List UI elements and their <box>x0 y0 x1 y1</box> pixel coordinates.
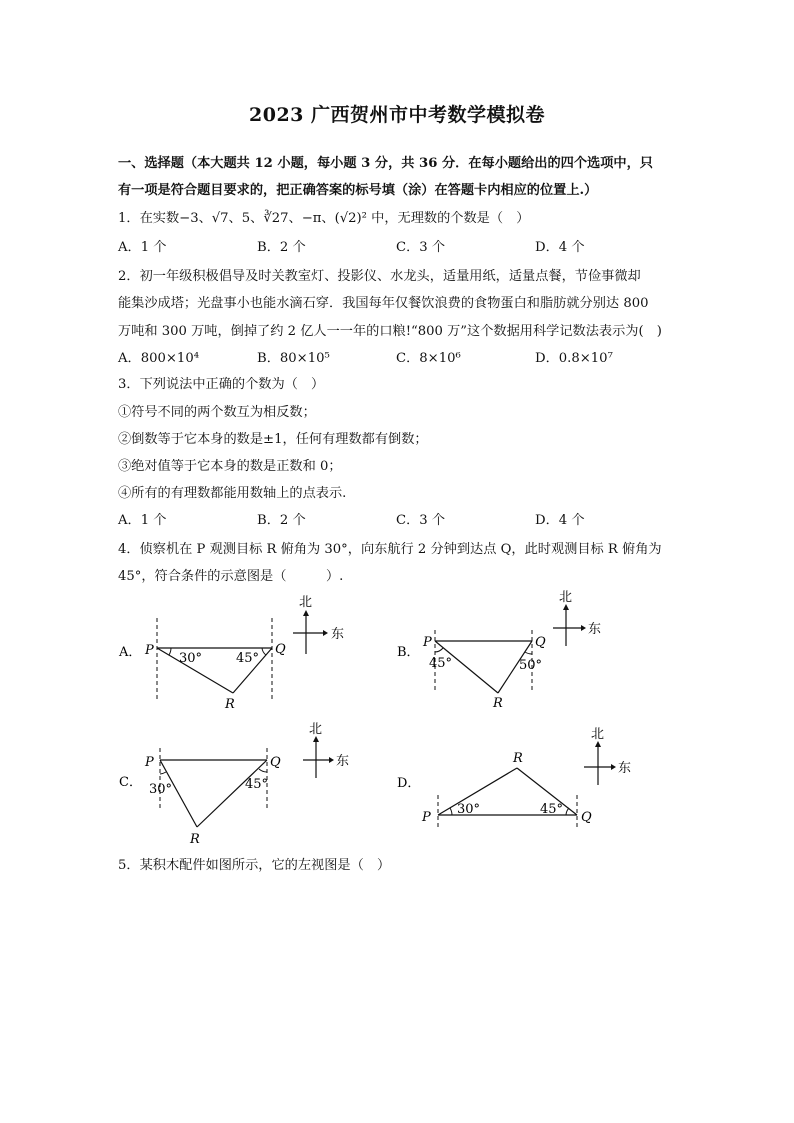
q1-option-a: A．1 个 <box>118 240 167 255</box>
q3-item-2: ②倒数等于它本身的数是±1，任何有理数都有倒数； <box>118 432 428 447</box>
diagram-c-angle1: 30° <box>149 782 173 797</box>
diagram-c-north: 北 <box>309 722 323 737</box>
q3-option-d: D．4 个 <box>535 513 585 528</box>
diagram-c-q: Q <box>270 755 281 770</box>
q1-option-b: B．2 个 <box>257 240 306 255</box>
diagram-b-angle1: 45° <box>429 656 453 671</box>
q5-text: 5．某积木配件如图所示，它的左视图是（ ） <box>118 858 391 873</box>
arrow-east-icon <box>581 625 586 631</box>
diagram-b-q: Q <box>535 635 546 650</box>
diagram-a-q: Q <box>275 642 286 657</box>
q2-option-c: C．8×10⁶ <box>396 351 461 366</box>
diagram-a-angle2: 45° <box>236 651 260 666</box>
q3-item-4: ④所有的有理数都能用数轴上的点表示. <box>118 486 347 501</box>
q1-option-d: D．4 个 <box>535 240 585 255</box>
diagram-b-north: 北 <box>559 590 573 605</box>
diagram-c-angle2: 45° <box>245 777 269 792</box>
q2-line3: 万吨和 300 万吨，倒掉了约 2 亿人一一年的口粮!“800 万”这个数据用科学记数法表示为( ) <box>118 324 662 339</box>
diagram-c-line-qr <box>197 760 267 827</box>
diagram-b-angle2: 50° <box>519 658 543 673</box>
diagram-c-letter: C． <box>119 775 142 790</box>
diagram-c-p: P <box>145 755 154 770</box>
diagram-d-letter: D． <box>397 776 421 791</box>
arrow-east-icon <box>329 757 334 763</box>
arrow-north-icon <box>303 610 309 616</box>
diagram-d-p: P <box>422 810 431 825</box>
q3-item-3: ③绝对值等于它本身的数是正数和 0； <box>118 459 342 474</box>
diagram-a-letter: A． <box>119 645 142 660</box>
q3-item-1: ①符号不同的两个数互为相反数； <box>118 405 316 420</box>
diagram-b-letter: B． <box>397 645 420 660</box>
q3-option-c: C．3 个 <box>396 513 446 528</box>
diagram-d-angle2: 45° <box>540 802 564 817</box>
section-header-line1: 一、选择题（本大题共 12 小题，每小题 3 分，共 36 分．在每小题给出的四个选项中，只 <box>118 156 653 171</box>
diagram-b-east: 东 <box>588 622 602 637</box>
section-header-line2: 有一项是符合题目要求的，把正确答案的标号填（涂）在答题卡内相应的位置上.） <box>118 183 598 198</box>
diagram-c-r: R <box>190 832 200 847</box>
q2-option-d: D．0.8×10⁷ <box>535 351 613 366</box>
diagram-d <box>393 725 643 835</box>
diagram-a-north: 北 <box>299 595 313 610</box>
diagram-d-north: 北 <box>591 727 605 742</box>
q4-line2: 45°，符合条件的示意图是（ ）. <box>118 569 344 584</box>
q2-line1: 2．初一年级积极倡导及时关教室灯、投影仪、水龙头，适量用纸，适量点餐，节俭事微却 <box>118 269 641 284</box>
diagram-a-east: 东 <box>331 627 345 642</box>
diagram-d-q: Q <box>581 810 592 825</box>
diagram-a-r: R <box>225 697 235 712</box>
diagram-d-east: 东 <box>618 761 632 776</box>
q2-line2: 能集沙成塔；光盘事小也能水滴石穿．我国每年仅餐饮浪费的食物蛋白和脂肪就分别达 800 <box>118 296 649 311</box>
diagram-c-east: 东 <box>336 754 350 769</box>
q2-option-b: B．80×10⁵ <box>257 351 330 366</box>
q3-text: 3．下列说法中正确的个数为（ ） <box>118 377 325 392</box>
arrow-east-icon <box>323 630 328 636</box>
diagram-d-angle1: 30° <box>457 802 481 817</box>
diagram-b-p: P <box>423 635 432 650</box>
q4-line1: 4．侦察机在 P 观测目标 R 俯角为 30°，向东航行 2 分钟到达点 Q，此时观测目标 R 俯角为 <box>118 542 662 557</box>
diagram-a-angle1: 30° <box>179 651 203 666</box>
q2-option-a: A．800×10⁴ <box>118 351 199 366</box>
diagram-b-r: R <box>493 696 503 711</box>
diagram-a <box>115 590 355 715</box>
q1-option-c: C．3 个 <box>396 240 446 255</box>
diagram-b <box>393 590 623 715</box>
diagram-c <box>115 718 365 848</box>
diagram-d-r: R <box>513 751 523 766</box>
q3-option-a: A．1 个 <box>118 513 167 528</box>
q1-text: 1．在实数−3、√7、5、∛27、−π、(√2)² 中，无理数的个数是（ ） <box>118 211 530 226</box>
diagram-a-p: P <box>145 643 154 658</box>
arrow-east-icon <box>611 764 616 770</box>
q3-option-b: B．2 个 <box>257 513 306 528</box>
page-title: 2023 广西贺州市中考数学模拟卷 <box>249 104 545 126</box>
